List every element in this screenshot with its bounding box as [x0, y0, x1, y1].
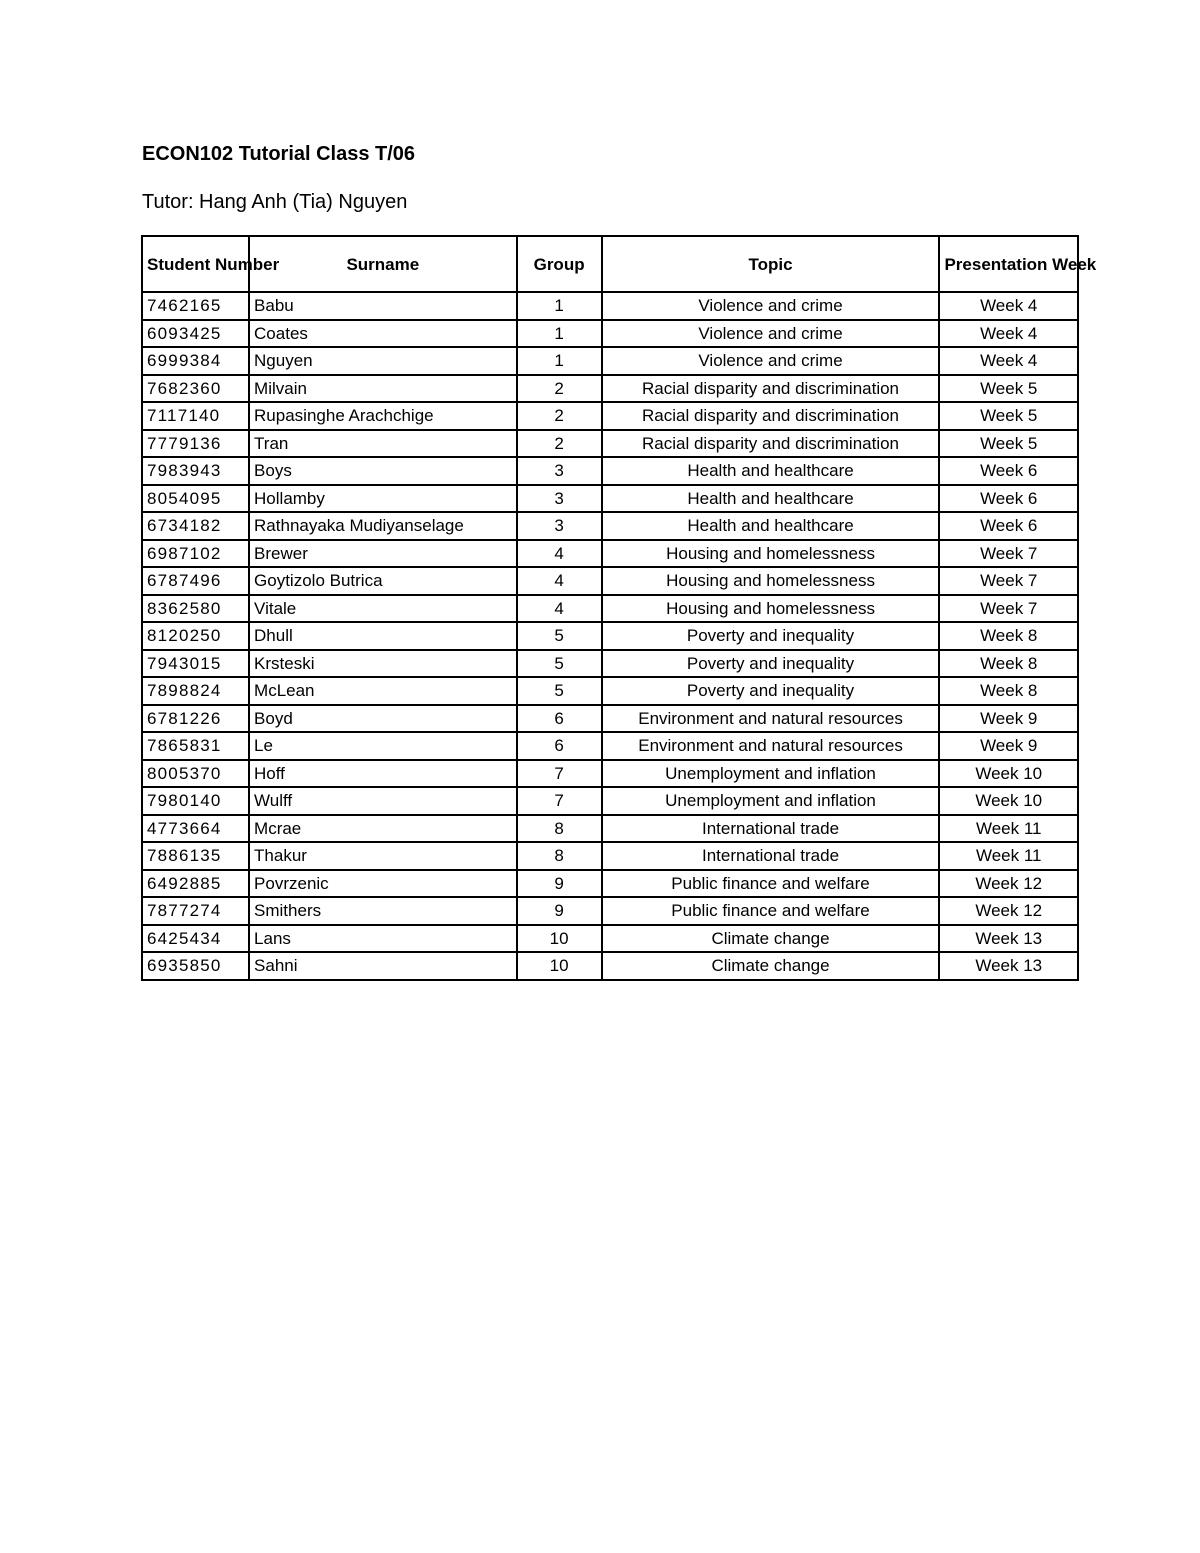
- surname-cell: Dhull: [249, 622, 517, 650]
- presentation-week-cell: Week 12: [939, 870, 1078, 898]
- group-cell: 3: [517, 457, 602, 485]
- student-number-cell: 6093425: [142, 320, 249, 348]
- table-row: [142, 705, 1078, 733]
- group-cell: 1: [517, 292, 602, 320]
- topic-cell: Climate change: [602, 952, 940, 980]
- presentation-week-cell: Week 6: [939, 457, 1078, 485]
- group-cell: 1: [517, 320, 602, 348]
- group-cell: 3: [517, 485, 602, 513]
- group-cell: 2: [517, 430, 602, 458]
- topic-cell: Environment and natural resources: [602, 705, 940, 733]
- tutorial-roster-table: [141, 235, 1097, 981]
- presentation-week-cell: Week 8: [939, 650, 1078, 678]
- surname-cell: Goytizolo Butrica: [249, 567, 517, 595]
- presentation-week-cell: Week 9: [939, 705, 1078, 733]
- group-cell: 8: [517, 815, 602, 843]
- topic-cell: Housing and homelessness: [602, 567, 940, 595]
- student-number-cell: 8362580: [142, 595, 249, 623]
- table-row: [142, 402, 1078, 430]
- presentation-week-cell: Week 7: [939, 595, 1078, 623]
- group-cell: 2: [517, 402, 602, 430]
- topic-cell: Housing and homelessness: [602, 595, 940, 623]
- surname-cell: Boyd: [249, 705, 517, 733]
- student-number-cell: 7865831: [142, 732, 249, 760]
- surname-cell: Rupasinghe Arachchige: [249, 402, 517, 430]
- student-number-cell: 6492885: [142, 870, 249, 898]
- table-row: [142, 540, 1078, 568]
- student-number-cell: 7980140: [142, 787, 249, 815]
- student-number-cell: 6999384: [142, 347, 249, 375]
- surname-cell: Smithers: [249, 897, 517, 925]
- presentation-week-cell: Week 5: [939, 375, 1078, 403]
- group-cell: 4: [517, 567, 602, 595]
- topic-cell: Poverty and inequality: [602, 650, 940, 678]
- surname-cell: Lans: [249, 925, 517, 953]
- student-number-cell: 7898824: [142, 677, 249, 705]
- presentation-week-cell: Week 11: [939, 842, 1078, 870]
- topic-cell: Racial disparity and discrimination: [602, 375, 940, 403]
- presentation-week-cell: Week 11: [939, 815, 1078, 843]
- student-number-cell: 8120250: [142, 622, 249, 650]
- presentation-week-cell: Week 9: [939, 732, 1078, 760]
- presentation-week-cell: Week 13: [939, 952, 1078, 980]
- table-row: [142, 650, 1078, 678]
- student-number-cell: 6987102: [142, 540, 249, 568]
- tutor-line: Tutor: Hang Anh (Tia) Nguyen: [142, 191, 408, 213]
- presentation-week-cell: Week 5: [939, 402, 1078, 430]
- topic-cell: Violence and crime: [602, 347, 940, 375]
- surname-cell: Coates: [249, 320, 517, 348]
- table-row: [142, 870, 1078, 898]
- table-row: [142, 842, 1078, 870]
- group-cell: 9: [517, 870, 602, 898]
- table-header-row: [142, 236, 1078, 292]
- group-cell: 4: [517, 540, 602, 568]
- presentation-week-cell: Week 4: [939, 347, 1078, 375]
- table-row: [142, 787, 1078, 815]
- topic-cell: Public finance and welfare: [602, 870, 940, 898]
- surname-cell: Vitale: [249, 595, 517, 623]
- table-row: [142, 760, 1078, 788]
- surname-cell: Hoff: [249, 760, 517, 788]
- group-cell: 5: [517, 677, 602, 705]
- student-number-cell: 7117140: [142, 402, 249, 430]
- header-student-number: Student Number: [142, 236, 249, 292]
- student-number-cell: 7779136: [142, 430, 249, 458]
- presentation-week-cell: Week 7: [939, 540, 1078, 568]
- student-number-cell: 7682360: [142, 375, 249, 403]
- table-row: [142, 815, 1078, 843]
- student-number-cell: 6425434: [142, 925, 249, 953]
- surname-cell: Wulff: [249, 787, 517, 815]
- surname-cell: Sahni: [249, 952, 517, 980]
- topic-cell: International trade: [602, 842, 940, 870]
- group-cell: 10: [517, 952, 602, 980]
- group-cell: 5: [517, 650, 602, 678]
- topic-cell: Unemployment and inflation: [602, 760, 940, 788]
- presentation-week-cell: Week 4: [939, 292, 1078, 320]
- surname-cell: Thakur: [249, 842, 517, 870]
- topic-cell: Health and healthcare: [602, 485, 940, 513]
- topic-cell: Violence and crime: [602, 292, 940, 320]
- header-presentation-week: Presentation Week: [939, 236, 1078, 292]
- topic-cell: Public finance and welfare: [602, 897, 940, 925]
- surname-cell: Babu: [249, 292, 517, 320]
- topic-cell: Poverty and inequality: [602, 622, 940, 650]
- table-row: [142, 622, 1078, 650]
- student-number-cell: 7983943: [142, 457, 249, 485]
- group-cell: 3: [517, 512, 602, 540]
- group-cell: 4: [517, 595, 602, 623]
- table-row: [142, 457, 1078, 485]
- surname-cell: Milvain: [249, 375, 517, 403]
- student-number-cell: 6781226: [142, 705, 249, 733]
- group-cell: 8: [517, 842, 602, 870]
- topic-cell: International trade: [602, 815, 940, 843]
- header-topic: Topic: [602, 236, 940, 292]
- table-row: [142, 677, 1078, 705]
- topic-cell: Unemployment and inflation: [602, 787, 940, 815]
- surname-cell: Nguyen: [249, 347, 517, 375]
- table-row: [142, 430, 1078, 458]
- student-number-cell: 6787496: [142, 567, 249, 595]
- surname-cell: McLean: [249, 677, 517, 705]
- group-cell: 6: [517, 732, 602, 760]
- header-group: Group: [517, 236, 602, 292]
- group-cell: 2: [517, 375, 602, 403]
- surname-cell: Povrzenic: [249, 870, 517, 898]
- presentation-week-cell: Week 4: [939, 320, 1078, 348]
- group-cell: 1: [517, 347, 602, 375]
- table-row: [142, 952, 1078, 980]
- group-cell: 7: [517, 760, 602, 788]
- table-row: [142, 320, 1078, 348]
- table-row: [142, 897, 1078, 925]
- topic-cell: Environment and natural resources: [602, 732, 940, 760]
- group-cell: 7: [517, 787, 602, 815]
- surname-cell: Rathnayaka Mudiyanselage: [249, 512, 517, 540]
- header-surname: Surname: [249, 236, 517, 292]
- topic-cell: Violence and crime: [602, 320, 940, 348]
- presentation-week-cell: Week 10: [939, 760, 1078, 788]
- student-number-cell: 6734182: [142, 512, 249, 540]
- table-row: [142, 375, 1078, 403]
- student-number-cell: 7943015: [142, 650, 249, 678]
- topic-cell: Climate change: [602, 925, 940, 953]
- surname-cell: Boys: [249, 457, 517, 485]
- group-cell: 10: [517, 925, 602, 953]
- table-row: [142, 925, 1078, 953]
- surname-cell: Le: [249, 732, 517, 760]
- group-cell: 9: [517, 897, 602, 925]
- presentation-week-cell: Week 8: [939, 677, 1078, 705]
- surname-cell: Krsteski: [249, 650, 517, 678]
- topic-cell: Housing and homelessness: [602, 540, 940, 568]
- table-row: [142, 732, 1078, 760]
- table-row: [142, 347, 1078, 375]
- table-body: [142, 292, 1078, 980]
- surname-cell: Mcrae: [249, 815, 517, 843]
- presentation-week-cell: Week 6: [939, 512, 1078, 540]
- topic-cell: Health and healthcare: [602, 512, 940, 540]
- group-cell: 6: [517, 705, 602, 733]
- surname-cell: Hollamby: [249, 485, 517, 513]
- table-row: [142, 567, 1078, 595]
- topic-cell: Health and healthcare: [602, 457, 940, 485]
- surname-cell: Brewer: [249, 540, 517, 568]
- presentation-week-cell: Week 6: [939, 485, 1078, 513]
- student-number-cell: 8005370: [142, 760, 249, 788]
- group-cell: 5: [517, 622, 602, 650]
- student-number-cell: 7462165: [142, 292, 249, 320]
- table-row: [142, 292, 1078, 320]
- student-number-cell: 4773664: [142, 815, 249, 843]
- presentation-week-cell: Week 13: [939, 925, 1078, 953]
- student-number-cell: 8054095: [142, 485, 249, 513]
- topic-cell: Racial disparity and discrimination: [602, 402, 940, 430]
- presentation-week-cell: Week 7: [939, 567, 1078, 595]
- topic-cell: Racial disparity and discrimination: [602, 430, 940, 458]
- student-number-cell: 6935850: [142, 952, 249, 980]
- table-row: [142, 485, 1078, 513]
- presentation-week-cell: Week 5: [939, 430, 1078, 458]
- presentation-week-cell: Week 12: [939, 897, 1078, 925]
- page-title: ECON102 Tutorial Class T/06: [142, 143, 416, 165]
- student-number-cell: 7886135: [142, 842, 249, 870]
- topic-cell: Poverty and inequality: [602, 677, 940, 705]
- table-row: [142, 595, 1078, 623]
- presentation-week-cell: Week 10: [939, 787, 1078, 815]
- surname-cell: Tran: [249, 430, 517, 458]
- presentation-week-cell: Week 8: [939, 622, 1078, 650]
- student-number-cell: 7877274: [142, 897, 249, 925]
- table-row: [142, 512, 1078, 540]
